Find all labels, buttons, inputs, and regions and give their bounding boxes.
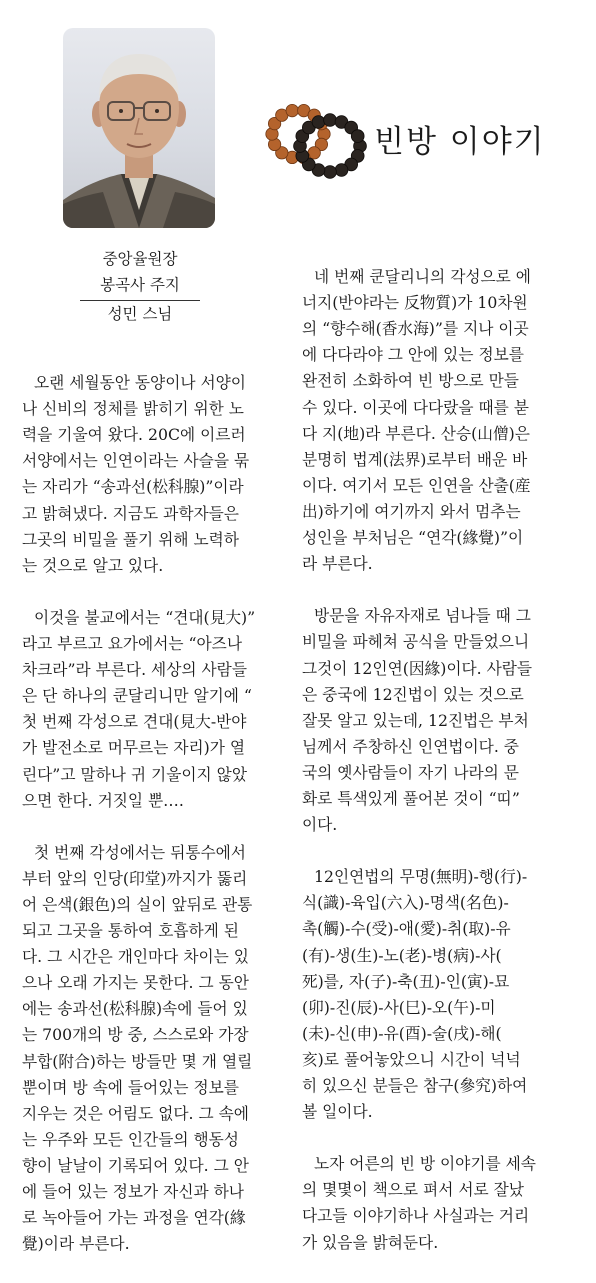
paragraph: 오랜 세월동안 동양이나 서양이 나 신비의 정체를 밝히기 위한 노 력을 기울여 왔다. 20C에 이르러 서양에서는 인연이라는 사슬을 묶 는 자리가 “송과선(松科腺)”이라 고 밝혀냈다. 지금도 과학자들은 그곳의 비밀을 풀기 위해 노력하 는 것으로 알고 있다. [22,373,250,575]
bead [324,114,337,127]
bead [312,116,325,129]
paragraph: 첫 번째 각성에서는 뒤통수에서 부터 앞의 인당(印堂)까지가 뚫리 어 은색(銀色)의 실이 앞뒤로 관통 되고 그곳을 통하여 호흡하게 된 다. 그 시간은 개인마다 차이는 있 으나 오래 가지는 못한다. 그 동안 에는 송과선(松科腺)속에 들어 있 는 700개의 방 중, 스스로와 가장 부합(附合)하는 방들만 몇 개 열릴 뿐이며 방 속에 들어있는 정보를 지우는 것은 어림도 없다. 그 속에 는 우주와 모든 인간들의 행동성 향이 날날이 기록되어 있다. 그 안 에 들어 있는 정보가 자신과 하나 로 녹아들어 가는 과정을 연각(緣 覺)이라 부른다. [22,842,253,1254]
paragraph: 네 번째 쿤달리니의 각성으로 에 너지(반야라는 反物質)가 10차원 의 “향수해(香水海)”를 지나 이곳 에 다다라야 그 안에 있는 정보를 완전히 소화하여 빈 방으로 만들 수 있다. 이곳에 다다랐을 때를 붇 다 지(地)라 부른다. 산승(山僧)은 분명히 법계(法界)로부터 배운 바 이다. 여기서 모든 인연을 산출(産 出)하기에 여기까지 와서 멈추는 성인을 부처님은 “연각(緣覺)”이 라 부른다. [302,267,531,574]
prayer-beads-icon [262,96,370,182]
author-temple: 봉곡사 주지 [100,276,180,294]
bead [286,104,298,116]
paragraph: 12인연법의 무명(無明)-행(行)- 식(識)-육입(六入)-명색(名色)- 촉(觸)-수(受)-애(愛)-취(取)-유 (有)-생(生)-노(老)-병(病)-사( 死)를, 자(子)-축(丑)-인(寅)-묘 (卯)-진(辰)-사(巳)-오(午)-미 (未)-신(申)-유(酉)-술(戌)-해( 亥)로 풀어놓았으니 시간이 넉넉 히 있으신 분들은 참구(參究)하여 볼 일이다. [302,867,528,1122]
paragraph: 방문을 자유자재로 넘나들 때 그 비밀을 파헤쳐 공식을 만들었으니 그것이 12인연(因緣)이다. 사람들 은 중국에 12진법이 있는 것으로 잘못 알고 있는데, 12진법은 부처 님께서 주창하신 인연법이다. 중 국의 옛사람들이 자기 나라의 문 화로 특색있게 풀어본 것이 “띠” 이다. [302,606,533,835]
article-column-left [22,344,290,1283]
author-byline [72,246,208,327]
portrait-photo [63,28,215,228]
paragraph: 이것을 불교에서는 “견대(見大)” 라고 부르고 요가에서는 “아즈나 차크라”라 부른다. 세상의 사람들 은 단 하나의 쿤달리니만 알기에 “ 첫 번째 각성으로 견대(見大-반야 가 발전소로 머무르는 자리)가 열 린다”고 말하나 귀 기울이지 않았 으면 한다. 거짓일 뿐…. [22,607,256,810]
bead [351,130,364,143]
author-name: 성민 스님 [107,305,173,323]
bead [324,166,337,179]
paragraph: 노자 어른의 빈 방 이야기를 세속 의 몇몇이 책으로 펴서 서로 잘났 다고들 이야기하나 사실과는 거리 가 있음을 밝혀둔다. [302,1154,536,1252]
author-portrait [63,28,215,228]
bead [335,164,348,177]
column-title: 빈방 이야기 [374,124,546,160]
author-position: 중앙율원장 [102,250,178,268]
article-column-right [302,238,577,1282]
